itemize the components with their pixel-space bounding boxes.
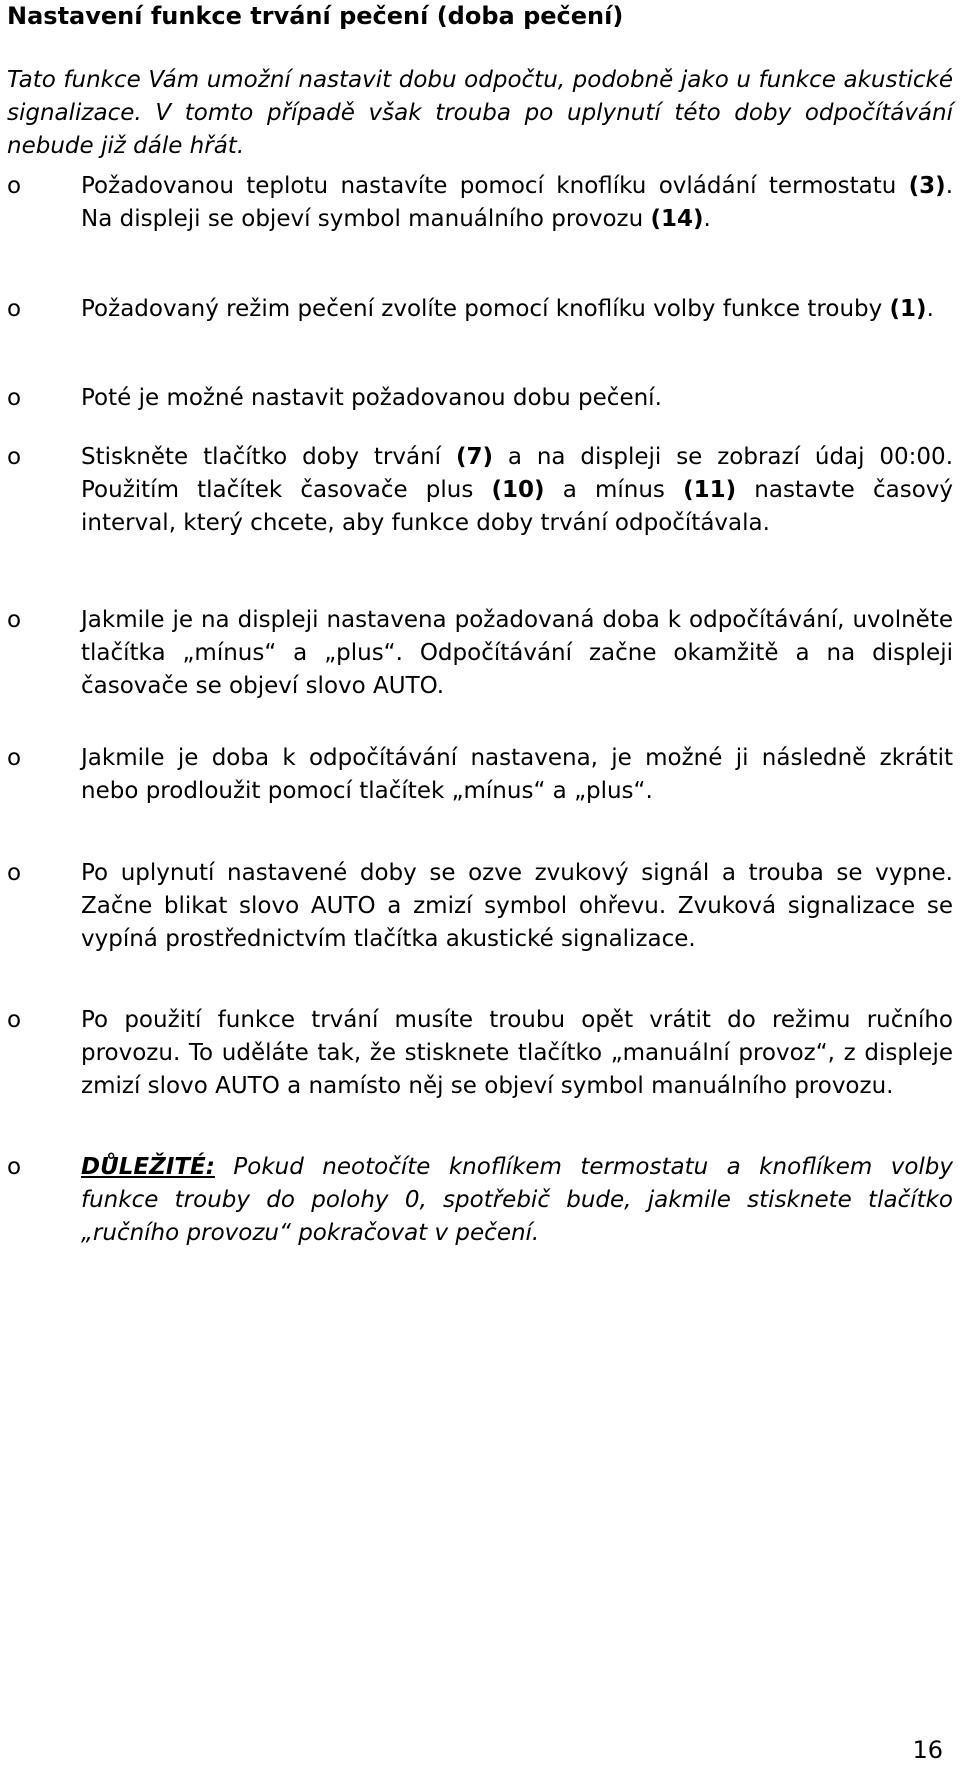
bullet-text [81,170,953,236]
bullet-marker: o [7,385,22,411]
bullet-marker: o [7,173,22,199]
bullet-text [81,293,953,326]
bullet-text-bold: DŮLEŽITÉ: [81,1154,215,1180]
bullet-text-bold: (1) [889,296,927,322]
bullet-text [81,1151,953,1250]
bullet-text-bold: (10) [491,477,545,503]
bullet-text-run: Požadovanou teplotu nastavíte pomocí knoflíku ovládání termostatu [81,173,909,199]
bullet-text-run: Stiskněte tlačítko doby trvání [81,444,456,470]
bullet-text [81,742,953,808]
bullet-text-run: . [926,296,934,322]
bullet-item [7,441,953,540]
bullet-text-run: Po uplynutí nastavené doby se ozve zvukový signál a trouba se vypne. Začne blikat slovo AUTO a zmizí symbol ohřevu. Zvuková signalizace se vypíná prostřednictvím tlačítka akustické signalizace. [81,860,953,952]
bullet-item [7,382,953,415]
bullet-text-bold: (3) [908,173,946,199]
section-heading: Nastavení funkce trvání pečení (doba pečení) [7,2,624,30]
bullet-text-run: Jakmile je na displeji nastavena požadovaná doba k odpočítávání, uvolněte tlačítka „mínus“ a „plus“. Odpočítávání začne okamžitě a na displeji časovače se objeví slovo AUTO. [81,607,953,699]
bullet-marker: o [7,444,22,470]
bullet-item [7,742,953,808]
bullet-text-run: Jakmile je doba k odpočítávání nastavena, je možné ji následně zkrátit nebo prodloužit pomocí tlačítek „mínus“ a „plus“. [81,745,953,804]
bullet-text [81,857,953,956]
bullet-item [7,1004,953,1103]
bullet-marker: o [7,1154,22,1180]
bullet-marker: o [7,1007,22,1033]
bullet-text-run: a mínus [544,477,684,503]
bullet-text-bold: (14) [650,206,704,232]
bullet-text-run: . [703,206,711,232]
bullet-text-run: nastavte časový interval, který chcete, aby funkce doby trvání odpočítávala. [81,477,954,536]
bullet-text-run: Pokud neotočíte knoflíkem termostatu a knoflíkem volby funkce trouby do polohy 0, spotřebič bude, jakmile stisknete tlačítko „ručního provozu“ pokračovat v pečení. [81,1154,953,1246]
bullet-marker: o [7,296,22,322]
bullet-item [7,293,953,326]
page-number: 16 [912,1736,943,1764]
bullet-text-run: Požadovaný režim pečení zvolíte pomocí knoflíku volby funkce trouby [81,296,890,322]
bullet-item [7,857,953,956]
bullet-text [81,382,953,415]
bullet-marker: o [7,607,22,633]
bullet-text-run: Poté je možné nastavit požadovanou dobu pečení. [81,385,662,411]
bullet-item-important [7,1151,953,1250]
bullet-text-run: . Na displeji se objeví symbol manuálního provozu [81,173,953,232]
bullet-text-run: Po použití funkce trvání musíte troubu opět vrátit do režimu ručního provozu. To uděláte tak, že stisknete tlačítko „manuální provoz“, z displeje zmizí slovo AUTO a namísto něj se objeví symbol manuálního provozu. [81,1007,953,1099]
bullet-marker: o [7,860,22,886]
bullet-item [7,604,953,703]
bullet-text-bold: (7) [455,444,493,470]
bullet-text [81,441,953,540]
bullet-text-bold: (11) [683,477,737,503]
bullet-marker: o [7,745,22,771]
bullet-item [7,170,953,236]
intro-paragraph: Tato funkce Vám umožní nastavit dobu odpočtu, podobně jako u funkce akustické signalizace. V tomto případě však trouba po uplynutí této doby odpočítávání nebude již dále hřát. [7,67,953,159]
bullet-text [81,604,953,703]
bullet-text [81,1004,953,1103]
bullet-text-run: a na displeji se zobrazí údaj 00:00. Použitím tlačítek časovače plus [81,444,954,503]
